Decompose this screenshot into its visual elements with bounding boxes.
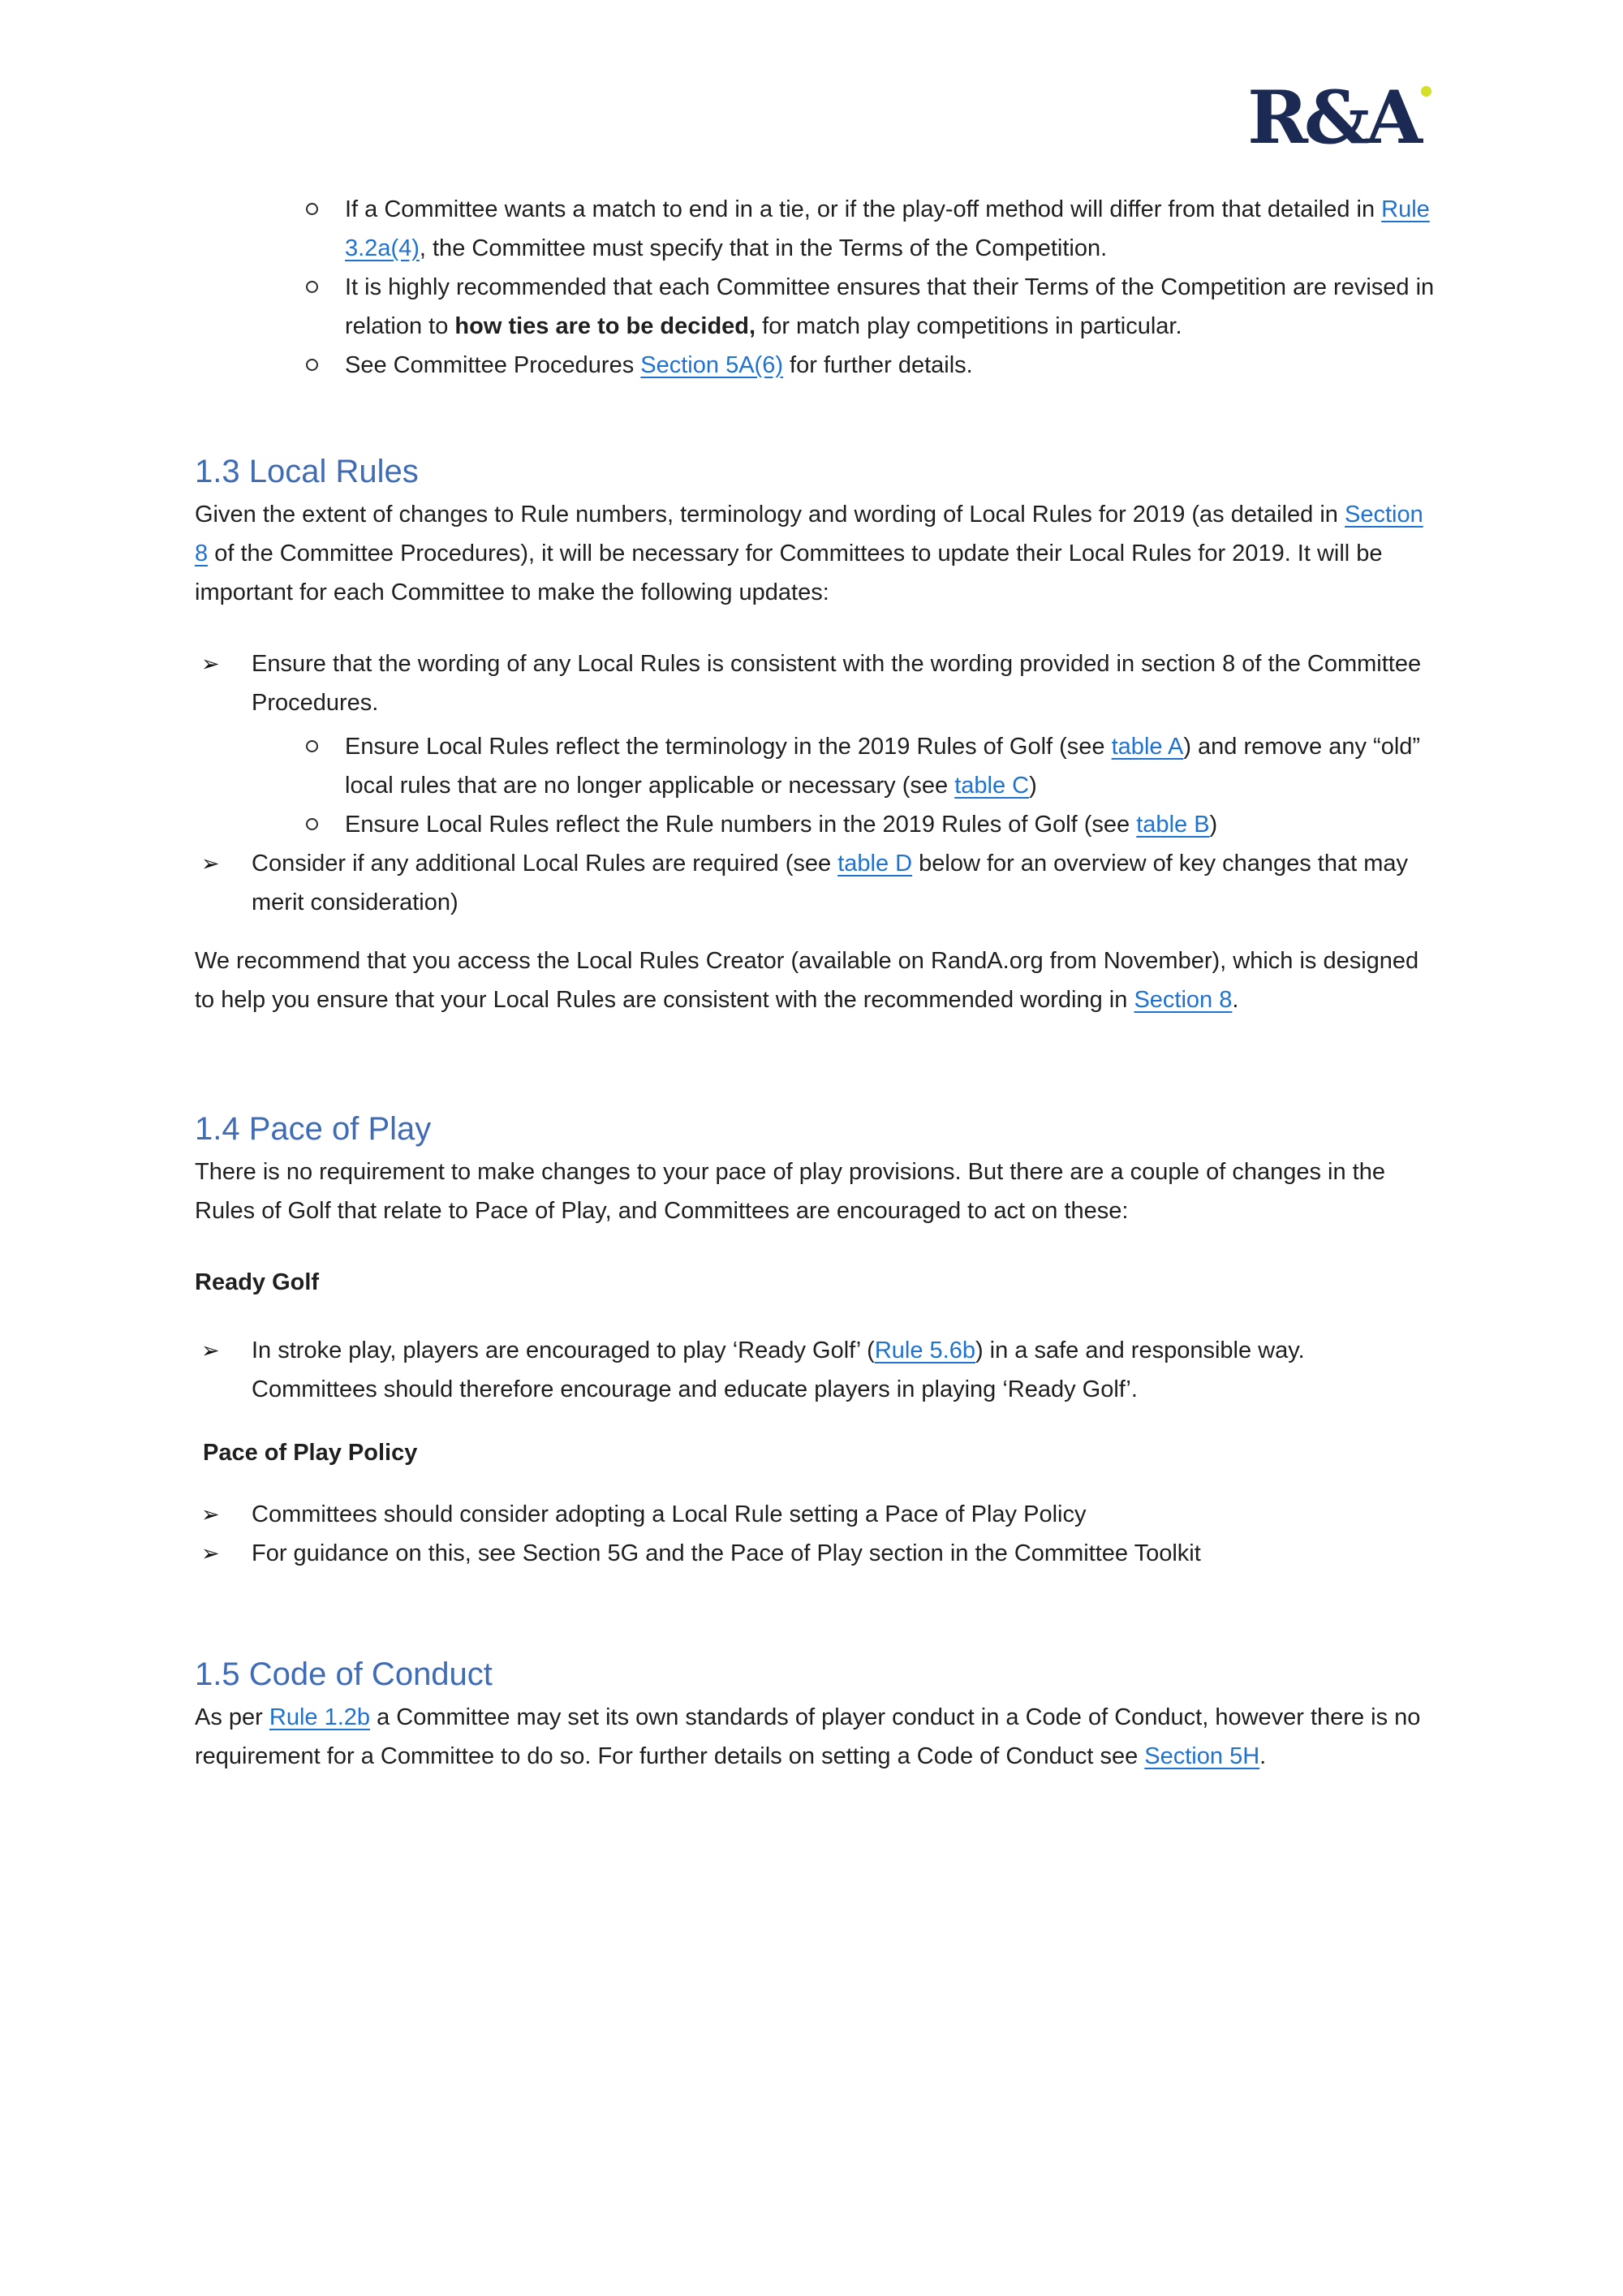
list-item <box>195 268 1436 346</box>
bullet-text <box>345 268 1436 346</box>
inline-link[interactable]: table C <box>954 773 1030 799</box>
bullet-text <box>252 1495 1436 1534</box>
inline-link[interactable]: Rule 1.2b <box>269 1704 371 1730</box>
text-run: ) and remove any “old” local rules that are no longer applicable or necessary (see <box>345 734 1421 799</box>
text-run: Ensure Local Rules reflect the terminology in the 2019 Rules of Golf (see <box>345 734 1112 760</box>
list-item <box>195 644 1436 722</box>
list-item <box>195 1534 1436 1573</box>
text-run: of the Committee Procedures), it will be necessary for Committees to update their Local Rules for 2019. It will be important for each Committee to make the following updates: <box>195 541 1383 605</box>
arrow-bullet-icon: ➢ <box>201 1338 220 1363</box>
pace-of-play-policy-list <box>195 1495 1436 1573</box>
circle-bullet-icon <box>306 818 318 830</box>
text-run: ) <box>1209 812 1218 838</box>
text-run: See Committee Procedures <box>345 352 641 378</box>
text-run: , the Committee must specify that in the Terms of the Competition. <box>419 235 1108 261</box>
text-run: . <box>1259 1743 1267 1769</box>
text-run: In stroke play, players are encouraged to play ‘Ready Golf’ ( <box>252 1338 875 1363</box>
inline-link[interactable]: Section 8 <box>195 502 1423 566</box>
list-item <box>195 346 1436 385</box>
text-run: If a Committee wants a match to end in a tie, or if the play-off method will differ from that detailed in <box>345 196 1382 222</box>
list-item <box>195 190 1436 268</box>
list-item <box>195 727 1436 805</box>
text-run: ) in a safe and responsible way. Committees should therefore encourage and educate players in playing ‘Ready Golf’. <box>252 1338 1305 1402</box>
bullet-text <box>345 346 1436 385</box>
text-run: for match play competitions in particular. <box>756 313 1182 339</box>
bullet-text <box>252 1331 1436 1409</box>
arrow-bullet-icon: ➢ <box>201 1541 220 1566</box>
text-run: Committees should consider adopting a Local Rule setting a Pace of Play Policy <box>252 1501 1087 1527</box>
local-rules-arrow-list <box>195 644 1436 922</box>
inline-link[interactable]: table A <box>1111 734 1184 760</box>
section-heading-1-4: 1.4 Pace of Play <box>195 1111 432 1147</box>
intro-bullet-list <box>195 190 1436 385</box>
text-run: We recommend that you access the Local Rules Creator (available on RandA.org from November), which is designed to help you ensure that your Local Rules are consistent with the recommended wording in <box>195 948 1419 1013</box>
bullet-text <box>252 644 1436 722</box>
text-run: below for an overview of key changes that may merit consideration) <box>252 851 1409 915</box>
bullet-text <box>252 1534 1436 1573</box>
inline-link[interactable]: Rule 3.2a(4) <box>345 196 1430 261</box>
nested-bullet-list <box>195 727 1436 844</box>
text-run: for further details. <box>782 352 973 378</box>
pace-of-play-policy-heading: Pace of Play Policy <box>203 1440 418 1466</box>
text-run: ) <box>1029 773 1037 799</box>
inline-link[interactable]: Section 8 <box>1134 987 1233 1013</box>
text-run: Ensure that the wording of any Local Rules is consistent with the wording provided in section 8 of the Committee Procedures. <box>252 651 1422 716</box>
list-item <box>195 1331 1436 1409</box>
bullet-text <box>345 190 1436 268</box>
ready-golf-heading: Ready Golf <box>195 1269 320 1295</box>
section-1-4-paragraph <box>195 1152 1436 1230</box>
text-run: As per <box>195 1704 269 1730</box>
section-heading-1-5: 1.5 Code of Conduct <box>195 1656 493 1692</box>
text-run: a Committee may set its own standards of player conduct in a Code of Conduct, however there is no requirement for a Committee to do so. For further details on setting a Code of Conduct see <box>195 1704 1421 1769</box>
inline-link[interactable]: Section 5A(6) <box>640 352 783 378</box>
inline-link[interactable]: Rule 5.6b <box>874 1338 975 1363</box>
bold-text-run: how ties are to be decided, <box>454 313 756 339</box>
section-1-5-paragraph <box>195 1698 1436 1776</box>
bullet-text <box>345 805 1436 844</box>
text-run: Given the extent of changes to Rule numbers, terminology and wording of Local Rules for 2019 (as detailed in <box>195 502 1345 528</box>
section-heading-1-3: 1.3 Local Rules <box>195 454 419 489</box>
list-item <box>195 805 1436 844</box>
bullet-text <box>345 727 1436 805</box>
randa-logo <box>1247 75 1419 161</box>
local-rules-creator-paragraph <box>195 941 1436 1019</box>
circle-bullet-icon <box>306 359 318 371</box>
inline-link[interactable]: table D <box>837 851 913 877</box>
text-run: There is no requirement to make changes to your pace of play provisions. But there are a couple of changes in the Rules of Golf that relate to Pace of Play, and Committees are encouraged to act on these: <box>195 1159 1385 1224</box>
circle-bullet-icon <box>306 281 318 293</box>
list-item <box>195 844 1436 922</box>
list-item <box>195 1495 1436 1534</box>
inline-link[interactable]: table B <box>1136 812 1210 838</box>
text-run: It is highly recommended that each Committee ensures that their Terms of the Competition are revised in relation to <box>345 274 1435 339</box>
text-run: Ensure Local Rules reflect the Rule numbers in the 2019 Rules of Golf (see <box>345 812 1137 838</box>
text-run: . <box>1232 987 1239 1013</box>
arrow-bullet-icon: ➢ <box>201 1502 220 1527</box>
arrow-bullet-icon: ➢ <box>201 851 220 876</box>
bullet-text <box>252 844 1436 922</box>
page-content <box>195 190 1436 1776</box>
circle-bullet-icon <box>306 203 318 215</box>
inline-link[interactable]: Section 5H <box>1144 1743 1260 1769</box>
randa-logo-text: R&A <box>1247 75 1419 161</box>
arrow-bullet-icon: ➢ <box>201 652 220 676</box>
circle-bullet-icon <box>306 740 318 752</box>
section-1-3-paragraph <box>195 495 1436 612</box>
text-run: Consider if any additional Local Rules are required (see <box>252 851 838 877</box>
text-run: For guidance on this, see Section 5G and the Pace of Play section in the Committee Toolkit <box>252 1540 1201 1566</box>
randa-logo-dot-icon <box>1421 86 1431 97</box>
ready-golf-list <box>195 1331 1436 1409</box>
